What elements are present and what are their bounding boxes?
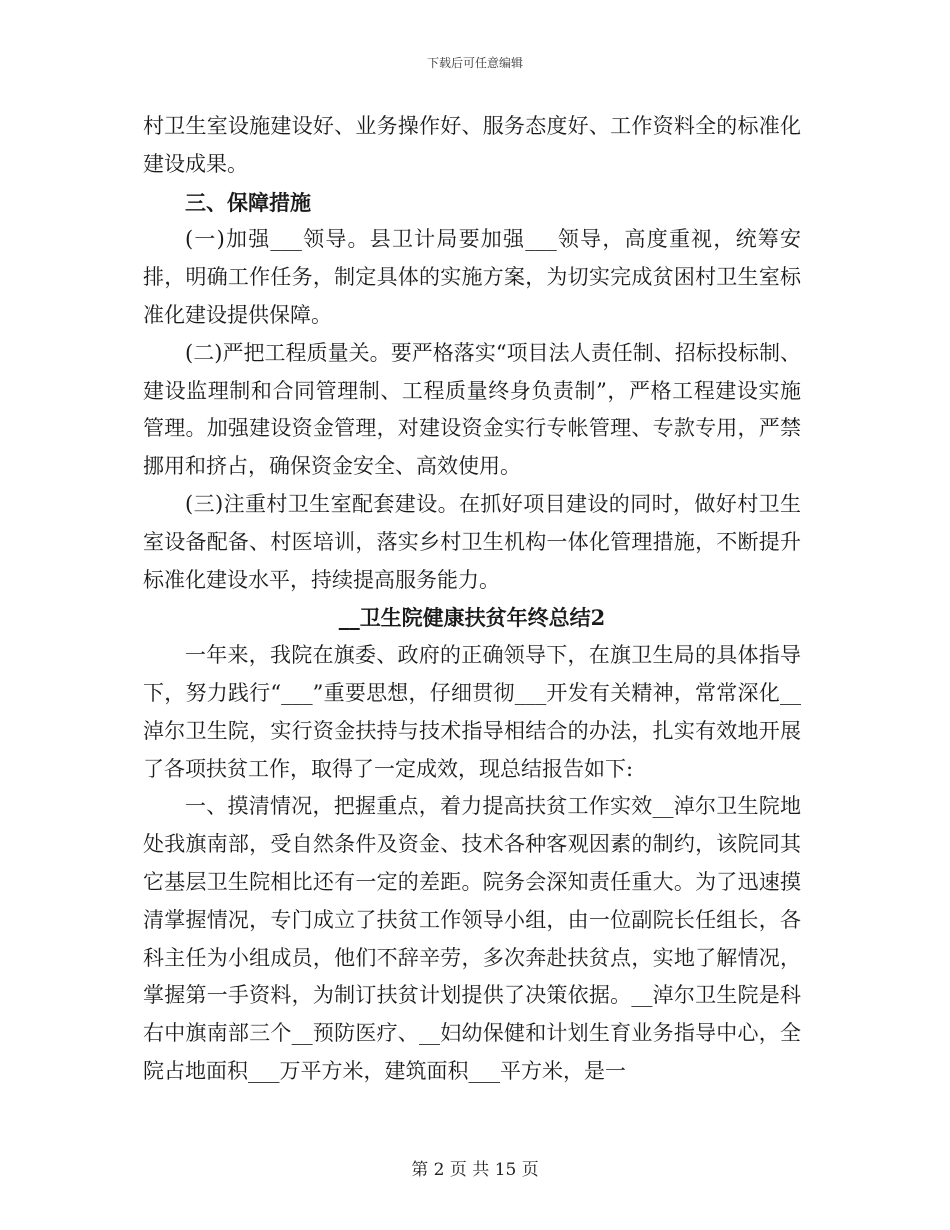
paragraph: (二)严把工程质量关。要严格落实“项目法人责任制、招标投标制、建设监理制和合同管理制、工程质量终身负责制”，严格工程建设实施管理。加强建设资金管理，对建设资金实行专帐管理、专款专用，严禁挪用和挤占，确保资金安全、高效使用。 bbox=[143, 340, 801, 479]
document-body bbox=[143, 108, 801, 1091]
document-title: __卫生院健康扶贫年终总结2 bbox=[338, 605, 606, 631]
paragraph: 一、摸清情况，把握重点，着力提高扶贫工作实效__淖尔卫生院地处我旗南部，受自然条件及资金、技术各种客观因素的制约，该院同其它基层卫生院相比还有一定的差距。院务会深知责任重大。为了迅速摸清掌握情况，专门成立了扶贫工作领导小组，由一位副院长任组长，各科主任为小组成员，他们不辞辛劳，多次奔赴扶贫点，实地了解情况，掌握第一手资料，为制订扶贫计划提供了决策依据。__淖尔卫生院是科右中旗南部三个__预防医疗、__妇幼保健和计划生育业务指导中心，全院占地面积___万平方米，建筑面积___平方米，是一 bbox=[143, 794, 801, 1083]
paragraph: (一)加强___领导。县卫计局要加强___领导，高度重视，统筹安排，明确工作任务，制定具体的实施方案，为切实完成贫困村卫生室标准化建设提供保障。 bbox=[143, 227, 801, 327]
header-note: 下载后可任意编辑 bbox=[426, 56, 523, 70]
paragraph: (三)注重村卫生室配套建设。在抓好项目建设的同时，做好村卫生室设备配备、村医培训，落实乡村卫生机构一体化管理措施，不断提升标准化建设水平，持续提高服务能力。 bbox=[143, 491, 801, 592]
page-number: 第 2 页 共 15 页 bbox=[411, 1160, 539, 1180]
section-heading: 三、保障措施 bbox=[185, 189, 311, 215]
paragraph: 村卫生室设施建设好、业务操作好、服务态度好、工作资料全的标准化建设成果。 bbox=[143, 114, 801, 176]
paragraph: 一年来，我院在旗委、政府的正确领导下，在旗卫生局的具体指导下，努力践行“___”重要思想，仔细贯彻___开发有关精神，常常深化__淖尔卫生院，实行资金扶持与技术指导相结合的办法，扎实有效地开展了各项扶贫工作，取得了一定成效，现总结报告如下: bbox=[143, 643, 801, 781]
